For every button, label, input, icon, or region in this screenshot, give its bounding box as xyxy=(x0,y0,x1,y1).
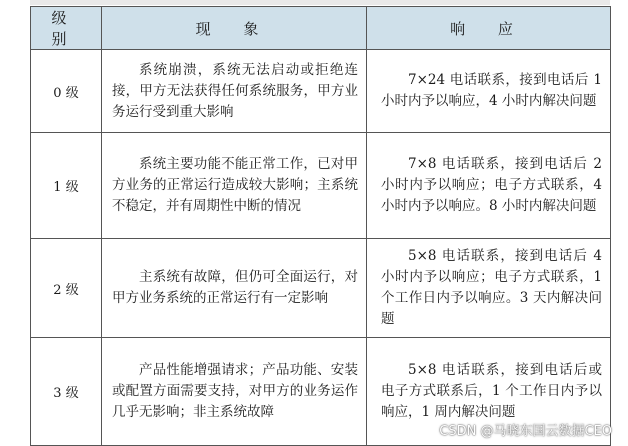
table-row xyxy=(31,239,611,338)
table-row xyxy=(31,50,611,133)
response-cell: 7×24 电话联系，接到电话后 1 小时内予以响应，4 小时内解决问题 xyxy=(367,50,611,133)
response-level-table xyxy=(30,6,611,446)
cropped-caption-strip xyxy=(30,0,610,5)
response-cell: 7×8 电话联系，接到电话后 2 小时内予以响应；电子方式联系，4 小时内予以响应。8 小时内解决问题 xyxy=(367,133,611,239)
header-level: 级 别 xyxy=(31,7,102,50)
header-response: 响 应 xyxy=(367,7,611,50)
response-cell: 5×8 电话联系，接到电话后 4 小时内予以响应；电子方式联系，1 个工作日内予以响应。3 天内解决问题 xyxy=(367,239,611,338)
table-header-row xyxy=(31,7,611,50)
level-cell: 2 级 xyxy=(31,239,102,338)
level-cell: 0 级 xyxy=(31,50,102,133)
phenomenon-cell: 产品性能增强请求；产品功能、安装或配置方面需要支持，对甲方的业务运作几乎无影响；非主系统故障 xyxy=(102,338,367,446)
response-cell: 5×8 电话联系，接到电话后或电子方式联系后，1 个工作日内予以响应，1 周内解决问题 xyxy=(367,338,611,446)
phenomenon-cell: 主系统有故障，但仍可全面运行，对甲方业务系统的正常运行有一定影响 xyxy=(102,239,367,338)
phenomenon-cell: 系统崩溃，系统无法启动或拒绝连接，甲方无法获得任何系统服务，甲方业务运行受到重大影响 xyxy=(102,50,367,133)
level-cell: 1 级 xyxy=(31,133,102,239)
header-phenomenon: 现 象 xyxy=(102,7,367,50)
level-cell: 3 级 xyxy=(31,338,102,446)
table-row xyxy=(31,133,611,239)
watermark: CSDN @马晓东国云数据CEO xyxy=(439,424,612,439)
phenomenon-cell: 系统主要功能不能正常工作，已对甲方业务的正常运行造成较大影响；主系统不稳定，并有周期性中断的情况 xyxy=(102,133,367,239)
